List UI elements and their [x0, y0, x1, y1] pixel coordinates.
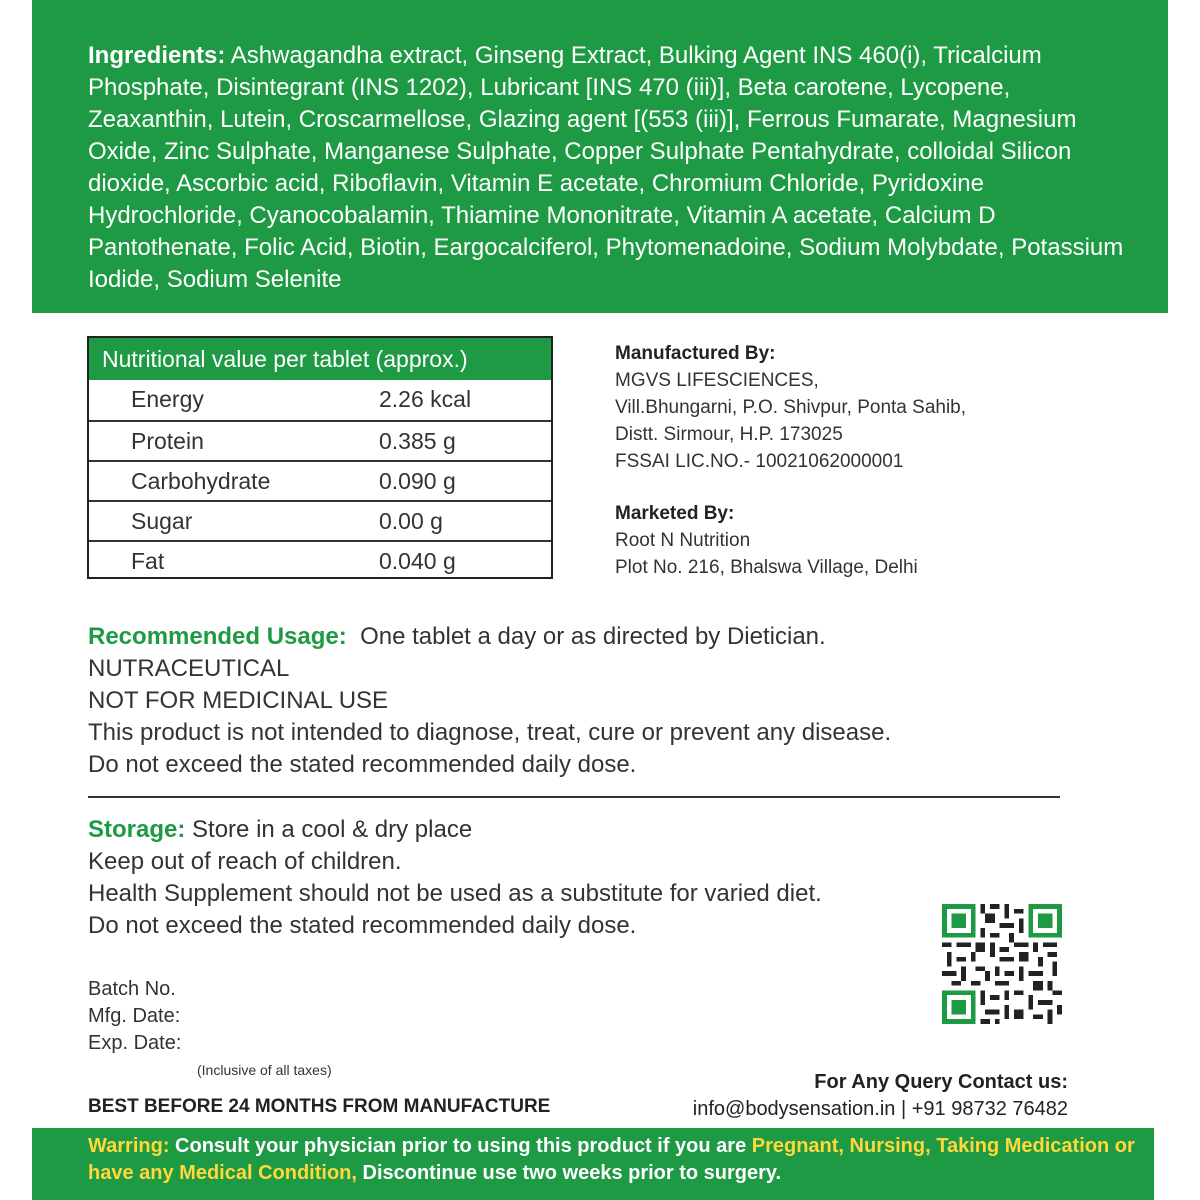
storage-line: Do not exceed the stated recommended daily dose.	[88, 912, 637, 939]
nutrition-table-title: Nutritional value per tablet (approx.)	[89, 338, 551, 380]
usage-line: NUTRACEUTICAL	[88, 655, 290, 682]
contact-block	[693, 1069, 1068, 1123]
manufacturer-line: MGVS LIFESCIENCES,	[615, 370, 819, 391]
manufacturer-line: FSSAI LIC.NO.- 10021062000001	[615, 451, 904, 472]
batch-info	[88, 976, 181, 1057]
marketer-line: Root N Nutrition	[615, 530, 751, 551]
usage-heading-line	[88, 621, 1088, 653]
usage-section	[88, 621, 1088, 781]
nutrition-row	[89, 540, 551, 580]
nutrient-value: 0.040 g	[379, 548, 456, 574]
manufacturer-line: Distt. Sirmour, H.P. 173025	[615, 424, 843, 445]
mfg-date-label: Mfg. Date:	[88, 1005, 181, 1027]
marketer-line: Plot No. 216, Bhalswa Village, Delhi	[615, 557, 918, 578]
warning-highlight: Pregnant, Nursing, Taking Medication or have any Medical Condition,	[88, 1135, 1135, 1184]
usage-label: Recommended Usage:	[88, 623, 347, 650]
contact-details[interactable]: info@bodysensation.in | +91 98732 76482	[692, 1098, 1068, 1120]
usage-text: One tablet a day or as directed by Dietician.	[360, 623, 826, 650]
storage-section	[88, 814, 938, 942]
warning-body: Consult your physician prior to using this product if you are	[169, 1135, 752, 1157]
storage-line: Keep out of reach of children.	[88, 848, 402, 875]
nutrient-name: Sugar	[131, 508, 193, 534]
warning-text	[88, 1133, 1148, 1187]
nutrition-table	[87, 336, 553, 579]
manufacturer-line: Vill.Bhungarni, P.O. Shivpur, Ponta Sahib,	[615, 397, 967, 418]
nutrient-value: 0.00 g	[379, 508, 443, 534]
nutrient-name: Fat	[131, 548, 165, 574]
storage-heading-line	[88, 814, 938, 846]
usage-line: NOT FOR MEDICINAL USE	[88, 687, 389, 714]
batch-number-label: Batch No.	[88, 978, 176, 1000]
usage-line: This product is not intended to diagnose, treat, cure or prevent any disease.	[88, 719, 892, 746]
exp-date-label: Exp. Date:	[88, 1032, 182, 1054]
nutrient-name: Energy	[131, 386, 204, 412]
marketer-label: Marketed By:	[615, 503, 735, 524]
nutrient-value: 2.26 kcal	[379, 386, 472, 412]
warning-body-end: Discontinue use two weeks prior to surgery.	[356, 1162, 782, 1184]
usage-line: Do not exceed the stated recommended daily dose.	[88, 751, 637, 778]
ingredients-label: Ingredients:	[88, 42, 226, 69]
section-divider	[88, 796, 1060, 798]
nutrient-name: Carbohydrate	[131, 468, 271, 494]
ingredients-list: Ashwagandha extract, Ginseng Extract, Bulking Agent INS 460(i), Tricalcium Phosphate, Disintegrant (INS 1202), Lubricant [INS 470 (iii)], Beta carotene, Lycopene, Zeaxanthin, Lutein, Croscarmellose, Glazing agent [(553 (iii)], Ferrous Fumarate, Magnesium Oxide, Zinc Sulphate, Manganese Sulphate, Copper Sulphate Pentahydrate, colloidal Silicon dioxide, Ascorbic acid, Riboflavin, Vitamin E acetate, Chromium Chloride, Pyridoxine Hydrochloride, Cyanocobalamin, Thiamine Mononitrate, Vitamin A acetate, Calcium D Pantothenate, Folic Acid, Biotin, Eargocalciferol, Phytomenadoine, Sodium Molybdate, Potassium Iodide, Sodium Selenite	[88, 42, 1124, 293]
nutrition-row	[89, 420, 551, 460]
inclusive-taxes-note: (Inclusive of all taxes)	[197, 1062, 332, 1078]
nutrition-row	[89, 500, 551, 540]
nutrient-value: 0.090 g	[379, 468, 456, 494]
nutrition-row	[89, 380, 551, 420]
warning-label: Warring:	[88, 1135, 170, 1157]
nutrient-name: Protein	[131, 428, 204, 454]
nutrition-row	[89, 460, 551, 500]
nutrient-value: 0.385 g	[379, 428, 456, 454]
ingredients-text	[88, 40, 1128, 296]
storage-line: Health Supplement should not be used as a substitute for varied diet.	[88, 880, 822, 907]
manufacturer-block	[615, 340, 966, 475]
contact-title: For Any Query Contact us:	[814, 1071, 1068, 1093]
marketer-block	[615, 500, 918, 581]
best-before-note: BEST BEFORE 24 MONTHS FROM MANUFACTURE	[88, 1096, 551, 1117]
qr-code-icon[interactable]	[942, 904, 1062, 1024]
storage-label: Storage:	[88, 816, 186, 843]
storage-text: Store in a cool & dry place	[192, 816, 473, 843]
manufacturer-label: Manufactured By:	[615, 343, 776, 364]
